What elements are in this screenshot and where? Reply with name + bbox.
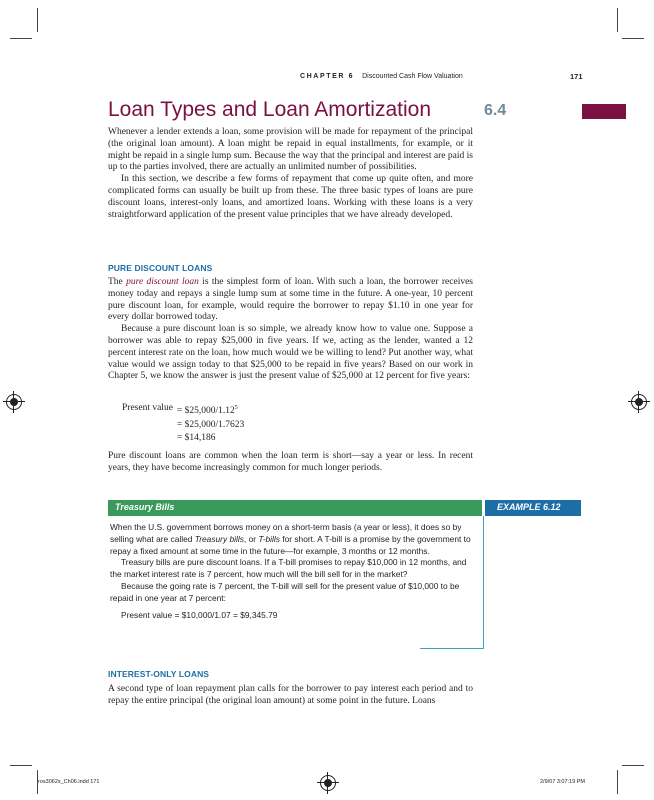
equation-block (122, 402, 244, 446)
registration-mark-icon (6, 394, 22, 410)
example-label: EXAMPLE 6.12 (497, 502, 561, 512)
section-color-bar (582, 104, 626, 119)
footer-date-slug: 2/9/07 3:07:19 PM (540, 779, 585, 785)
example-paragraph: When the U.S. government borrows money on a short-term basis (a year or less), it does so by selling what are called Treasury bills, or T-bills for short. A T-bill is a promise by the government to repay a fixed amount at some time in the future—for example, 3 months or 12 months. (110, 522, 471, 556)
crop-mark (37, 8, 38, 32)
crop-mark (10, 38, 32, 39)
example-paragraph: Treasury bills are pure discount loans. If a T-bill promises to repay $10,000 in 12 months, and the market interest rate is 7 percent, how much will the bill sell for in the market? (110, 557, 467, 580)
example-body (110, 522, 480, 621)
equation-line: = $25,000/1.7623 (176, 419, 245, 430)
example-equation: Present value = $10,000/1.07 = $9,345.79 (121, 609, 278, 620)
equation-line: = $14,186 (176, 433, 216, 444)
heading-interest-only: INTEREST-ONLY LOANS (108, 669, 210, 679)
example-border (483, 516, 484, 649)
registration-mark-icon (631, 394, 647, 410)
pure-discount-text (108, 277, 473, 383)
crop-mark (617, 770, 618, 794)
intro-paragraph: Whenever a lender extends a loan, some provision will be made for repayment of the principal (the original loan amount). A loan might be repaid in equal installments, for example, or it might be repaid in a single lump sum. Because the way that the principal and interest are paid is up to the parties involved, there are actually an unlimited number of possibilities. (108, 127, 473, 173)
pure-discount-paragraph: Because a pure discount loan is so simple, we already know how to value one. Suppose a borrower was able to repay $25,000 in five years. If we, acting as the lender, wanted a 12 percent interest rate on the loan, how much would we be willing to lend? Put another way, what value would we assign today to that $25,000 to be repaid in five years? Based on our work in Chapter 5, we know the answer is just the present value of $25,000 at 12 percent for five years: (108, 324, 473, 382)
equation-label: Present value (122, 403, 173, 413)
page-number: 171 (570, 72, 583, 81)
footer-file-slug: ros3062x_Ch06.indd 171 (38, 779, 100, 785)
example-paragraph: Because the going rate is 7 percent, the T-bill will sell for the present value of $10,000 to be repaid in one year at 7 percent: (110, 580, 460, 603)
section-number: 6.4 (484, 102, 507, 119)
pure-discount-conclusion: Pure discount loans are common when the loan term is short—say a year or less. In recent years, they have become increasingly common for much longer periods. (108, 451, 473, 473)
crop-mark (622, 38, 644, 39)
term-pure-discount-loan: pure discount loan (126, 277, 199, 287)
registration-mark-icon (320, 775, 336, 791)
pure-discount-paragraph: The pure discount loan is the simplest form of loan. With such a loan, the borrower receives money today and repays a single lump sum at some time in the future. A one-year, 10 percent pure discount loan, for example, would require the borrower to repay $1.10 in one year for every dollar borrowed today. (108, 277, 473, 323)
crop-mark (617, 8, 618, 32)
equation-line: = $\$25,000/1.12^5$ (176, 405, 238, 417)
intro-paragraph: In this section, we describe a few forms of repayment that come up quite often, and more complicated forms can usually be built up from these. The three basic types of loans are pure discount loans, interest-only loans, and amortized loans. Working with these loans is a very straightforward application of the present value principles that we have already developed. (108, 174, 473, 220)
chapter-label: CHAPTER 6 (300, 73, 355, 80)
section-title: Loan Types and Loan Amortization (108, 98, 432, 121)
example-border (420, 648, 484, 649)
interest-only-text: A second type of loan repayment plan calls for the borrower to pay interest each period and to repay the entire principal (the original loan amount) at some point in the future. Loans (108, 684, 473, 706)
crop-mark (10, 765, 32, 766)
chapter-title: Discounted Cash Flow Valuation (362, 73, 463, 80)
example-title: Treasury Bills (115, 502, 175, 512)
heading-pure-discount: PURE DISCOUNT LOANS (108, 263, 213, 273)
crop-mark (622, 765, 644, 766)
running-head (300, 73, 463, 80)
intro-text (108, 127, 473, 221)
